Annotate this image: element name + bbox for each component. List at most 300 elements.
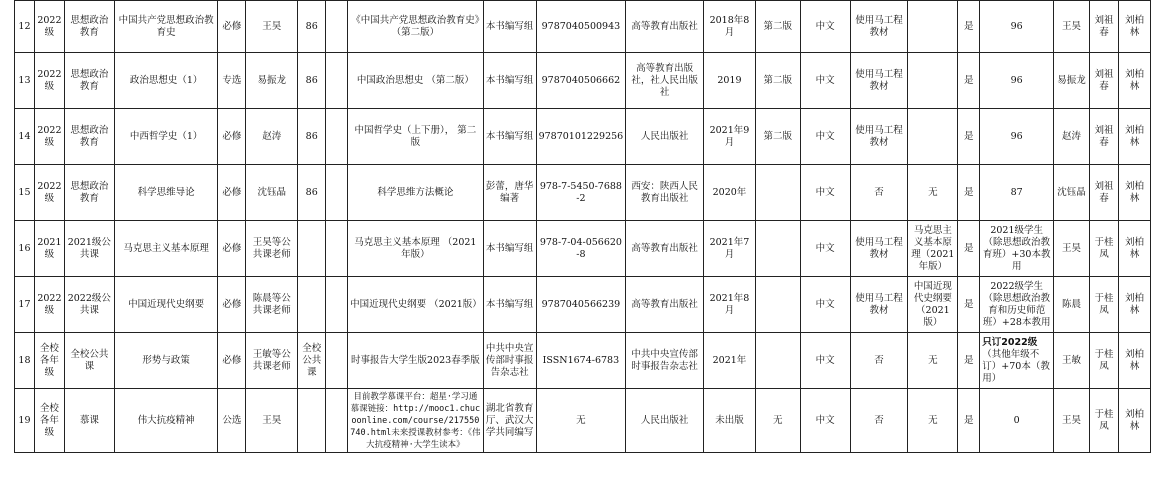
reviewer-cell-text: 于桂凤 (1094, 236, 1114, 260)
edition-cell-text: 第二版 (763, 130, 793, 142)
approver-cell (1118, 221, 1150, 277)
mgc-usage-cell (850, 1, 908, 53)
order-quantity-cell-text: 0 (1013, 414, 1020, 426)
mgc-usage-cell-text: 使用马工程教材 (855, 14, 903, 38)
edition-cell (755, 389, 800, 453)
grade-cell-text: 2022级 (37, 180, 62, 204)
ordered-flag-cell (958, 277, 980, 333)
textbook-order-table (14, 0, 1151, 453)
applicant-cell-text: 赵涛 (1062, 130, 1082, 142)
approver-cell-text: 刘柏林 (1124, 292, 1144, 316)
table-row (15, 221, 1151, 277)
table-row (15, 1, 1151, 53)
ordered-flag-cell (958, 389, 980, 453)
author-cell-text: 本书编写组 (485, 298, 534, 310)
course-name-cell-text: 中西哲学史（1） (129, 130, 203, 142)
isbn-cell-text: ISSN1674-6783 (542, 354, 620, 366)
teacher-cell (246, 389, 298, 453)
textbook-title-cell (348, 109, 484, 165)
author-cell-text: 彭蕾，唐华编著 (485, 180, 534, 204)
ordered-flag-cell (958, 1, 980, 53)
major-cell (64, 333, 114, 389)
author-cell-text: 本书编写组 (485, 242, 534, 254)
grade-cell-text: 2022级 (37, 14, 62, 38)
course-type-cell (218, 389, 246, 453)
publisher-cell (626, 53, 704, 109)
reviewer-cell (1090, 53, 1119, 109)
order-quantity-cell-text: 87 (1010, 186, 1023, 198)
grade-cell (34, 165, 64, 221)
mgc-usage-cell-text: 否 (874, 414, 884, 426)
course-name-cell-text: 政治思想史（1） (129, 74, 203, 86)
reviewer-cell-text: 刘祖春 (1094, 124, 1114, 148)
teacher-cell-text: 王敏等公共课老师 (252, 348, 291, 372)
order-quantity-cell-text: 96 (1010, 20, 1023, 32)
table-row (15, 277, 1151, 333)
ordered-flag-cell-text: 是 (964, 130, 974, 142)
major-cell (64, 277, 114, 333)
publisher-cell-text: 中共中央宣传部时事报告杂志社 (631, 348, 698, 372)
grade-cell-text: 全校各年级 (39, 342, 59, 378)
course-type-cell-text: 必修 (222, 130, 242, 142)
edition-cell (755, 1, 800, 53)
publisher-cell (626, 333, 704, 389)
approver-cell-text: 刘柏林 (1124, 348, 1144, 372)
language-cell-text: 中文 (815, 74, 835, 86)
publisher-cell-text: 人民出版社 (640, 130, 689, 142)
author-cell (483, 389, 536, 453)
textbook-title-cell-text: 时事报告大学生版2023春季版 (351, 354, 480, 366)
publish-date-cell-text: 2021年 (712, 354, 747, 366)
grade-cell (34, 389, 64, 453)
mgc-textbook-cell-text: 无 (928, 414, 938, 426)
course-type-cell-text: 公选 (222, 414, 242, 426)
student-count-cell-text: 全校公共课 (302, 342, 322, 378)
language-cell (800, 53, 850, 109)
isbn-cell (536, 389, 626, 453)
publish-date-cell (704, 389, 756, 453)
author-cell (483, 221, 536, 277)
author-cell-text: 本书编写组 (485, 130, 534, 142)
applicant-cell-text: 陈晨 (1062, 298, 1082, 310)
approver-cell-text: 刘柏林 (1124, 408, 1144, 432)
publisher-cell-text: 人民出版社 (640, 414, 689, 426)
course-type-cell-text: 必修 (222, 186, 242, 198)
publish-date-cell-text: 未出版 (715, 414, 744, 426)
language-cell (800, 165, 850, 221)
table-row (15, 389, 1151, 453)
author-cell (483, 333, 536, 389)
mgc-usage-cell-text: 使用马工程教材 (855, 236, 903, 260)
student-count-cell-text: 86 (305, 130, 318, 142)
approver-cell-text: 刘柏林 (1124, 14, 1144, 38)
major-cell (64, 221, 114, 277)
applicant-cell (1054, 277, 1090, 333)
language-cell (800, 1, 850, 53)
language-cell-text: 中文 (815, 298, 835, 310)
course-name-cell (114, 333, 218, 389)
major-cell (64, 53, 114, 109)
applicant-cell (1054, 1, 1090, 53)
grade-cell (34, 53, 64, 109)
mgc-textbook-cell-text: 无 (928, 354, 938, 366)
reviewer-cell (1090, 389, 1119, 453)
approver-cell (1118, 1, 1150, 53)
author-cell-text: 本书编写组 (485, 20, 534, 32)
language-cell (800, 109, 850, 165)
isbn-cell-text: 9787040500943 (541, 20, 621, 32)
extra-cell (326, 53, 348, 109)
textbook-title-cell-text: 中国近现代史纲要 （2021版） (350, 298, 482, 310)
row-number-cell (15, 389, 35, 453)
extra-cell (326, 165, 348, 221)
teacher-cell (246, 53, 298, 109)
course-type-cell (218, 109, 246, 165)
language-cell-text: 中文 (815, 130, 835, 142)
reviewer-cell-text: 刘祖春 (1094, 14, 1114, 38)
approver-cell (1118, 333, 1150, 389)
order-quantity-cell (980, 1, 1054, 53)
mgc-textbook-cell (908, 1, 958, 53)
mgc-textbook-cell (908, 277, 958, 333)
publish-date-cell (704, 109, 756, 165)
textbook-title-cell (348, 53, 484, 109)
teacher-cell (246, 1, 298, 53)
approver-cell-text: 刘柏林 (1124, 68, 1144, 92)
approver-cell (1118, 389, 1150, 453)
ordered-flag-cell-text: 是 (964, 242, 974, 254)
isbn-cell (536, 277, 626, 333)
isbn-cell (536, 333, 626, 389)
textbook-title-cell (348, 389, 484, 453)
language-cell (800, 221, 850, 277)
mgc-textbook-cell (908, 221, 958, 277)
teacher-cell-text: 王昊 (262, 20, 282, 32)
row-number-cell (15, 221, 35, 277)
applicant-cell (1054, 333, 1090, 389)
row-number-cell (15, 1, 35, 53)
publisher-cell (626, 389, 704, 453)
mgc-textbook-cell-text: 马克思主义基本原理（2021年版） (911, 224, 955, 272)
row-number-cell-text: 18 (18, 354, 31, 366)
major-cell (64, 1, 114, 53)
mgc-textbook-cell (908, 333, 958, 389)
isbn-cell-text: 97870101229256 (538, 130, 624, 142)
order-quantity-cell-text: 96 (1010, 74, 1023, 86)
textbook-title-cell-text: 马克思主义基本原理 （2021年版） (354, 236, 477, 260)
course-type-cell (218, 53, 246, 109)
mgc-textbook-cell-text: 无 (928, 186, 938, 198)
approver-cell (1118, 53, 1150, 109)
textbook-title-cell (348, 277, 484, 333)
edition-cell (755, 53, 800, 109)
table-row (15, 109, 1151, 165)
publisher-cell (626, 277, 704, 333)
extra-cell (326, 221, 348, 277)
ordered-flag-cell (958, 165, 980, 221)
teacher-cell-text: 易振龙 (257, 74, 287, 86)
language-cell-text: 中文 (815, 414, 835, 426)
row-number-cell (15, 333, 35, 389)
reviewer-cell (1090, 1, 1119, 53)
publish-date-cell (704, 165, 756, 221)
publisher-cell-text: 西安：陕西人民教育出版社 (631, 180, 698, 204)
course-type-cell-text: 必修 (222, 298, 242, 310)
grade-cell (34, 277, 64, 333)
extra-cell (326, 277, 348, 333)
mgc-textbook-cell (908, 53, 958, 109)
teacher-cell-text: 赵涛 (262, 130, 282, 142)
ordered-flag-cell-text: 是 (964, 414, 974, 426)
isbn-cell (536, 165, 626, 221)
approver-cell-text: 刘柏林 (1124, 180, 1144, 204)
major-cell (64, 109, 114, 165)
publisher-cell-text: 高等教育出版社，社人民出版社 (631, 62, 698, 98)
edition-cell (755, 165, 800, 221)
isbn-cell-text: 9787040506662 (541, 74, 621, 86)
applicant-cell (1054, 389, 1090, 453)
reviewer-cell (1090, 221, 1119, 277)
language-cell-text: 中文 (815, 186, 835, 198)
textbook-title-cell-text: 目前教学慕课平台：超星·学习通慕课链接：http://mooc1.chucoonline.com/course/217550740.html未来授课教材参考：《伟大抗疫精神·大学生读本》 (350, 391, 481, 450)
edition-cell (755, 277, 800, 333)
publish-date-cell (704, 277, 756, 333)
applicant-cell (1054, 53, 1090, 109)
author-cell (483, 165, 536, 221)
grade-cell (34, 333, 64, 389)
publish-date-cell (704, 53, 756, 109)
extra-cell (326, 109, 348, 165)
publish-date-cell-text: 2019 (717, 74, 742, 86)
row-number-cell-text: 14 (18, 130, 31, 142)
course-name-cell (114, 165, 218, 221)
isbn-cell (536, 109, 626, 165)
student-count-cell (298, 221, 326, 277)
row-number-cell-text: 12 (18, 20, 31, 32)
teacher-cell (246, 333, 298, 389)
publisher-cell (626, 221, 704, 277)
mgc-usage-cell (850, 53, 908, 109)
student-count-cell-text: 86 (305, 186, 318, 198)
teacher-cell (246, 165, 298, 221)
applicant-cell-text: 王敏 (1062, 354, 1082, 366)
applicant-cell-text: 王昊 (1062, 20, 1082, 32)
course-name-cell (114, 221, 218, 277)
language-cell (800, 277, 850, 333)
isbn-cell (536, 221, 626, 277)
mgc-usage-cell (850, 333, 908, 389)
publisher-cell-text: 高等教育出版社 (631, 242, 698, 254)
author-cell-text: 中共中央宣传部时事报告杂志社 (485, 342, 534, 378)
reviewer-cell-text: 于桂凤 (1094, 348, 1114, 372)
textbook-title-cell (348, 165, 484, 221)
language-cell-text: 中文 (815, 20, 835, 32)
applicant-cell (1054, 109, 1090, 165)
course-type-cell-text: 必修 (222, 20, 242, 32)
reviewer-cell-text: 于桂凤 (1094, 292, 1114, 316)
reviewer-cell (1090, 109, 1119, 165)
grade-cell-text: 2022级 (37, 124, 62, 148)
mgc-usage-cell-text: 使用马工程教材 (855, 124, 903, 148)
course-name-cell (114, 389, 218, 453)
student-count-cell (298, 165, 326, 221)
publish-date-cell-text: 2020年 (712, 186, 747, 198)
publish-date-cell (704, 221, 756, 277)
grade-cell (34, 221, 64, 277)
mgc-usage-cell-text: 使用马工程教材 (855, 68, 903, 92)
major-cell (64, 165, 114, 221)
ordered-flag-cell (958, 333, 980, 389)
textbook-title-cell-text: 中国政治思想史 （第二版） (356, 74, 474, 86)
edition-cell-text: 第二版 (763, 74, 793, 86)
student-count-cell (298, 389, 326, 453)
extra-cell (326, 389, 348, 453)
approver-cell (1118, 165, 1150, 221)
course-name-cell-text: 马克思主义基本原理 (123, 242, 209, 254)
major-cell-text: 思想政治教育 (70, 68, 109, 92)
author-cell (483, 53, 536, 109)
textbook-title-cell-text: 中国哲学史（上下册）， 第二版 (354, 124, 477, 148)
author-cell (483, 277, 536, 333)
ordered-flag-cell-text: 是 (964, 298, 974, 310)
grade-cell (34, 1, 64, 53)
major-cell-text: 思想政治教育 (70, 14, 109, 38)
mgc-usage-cell (850, 389, 908, 453)
mgc-textbook-cell-text: 中国近现代史纲要（2021版） (913, 280, 952, 328)
course-type-cell (218, 333, 246, 389)
isbn-cell (536, 53, 626, 109)
order-quantity-cell (980, 277, 1054, 333)
major-cell-text: 2022级公共课 (67, 292, 111, 316)
textbook-title-cell (348, 221, 484, 277)
ordered-flag-cell (958, 109, 980, 165)
order-quantity-cell-text: （其他年级不订）+70本（教用） (982, 348, 1050, 384)
course-type-cell (218, 277, 246, 333)
grade-cell (34, 109, 64, 165)
applicant-cell-text: 王昊 (1062, 242, 1082, 254)
language-cell (800, 333, 850, 389)
author-cell-text: 湖北省教育厅、武汉大学共同编写 (485, 402, 534, 438)
ordered-flag-cell-text: 是 (964, 74, 974, 86)
course-name-cell (114, 53, 218, 109)
course-type-cell-text: 必修 (222, 354, 242, 366)
student-count-cell (298, 53, 326, 109)
extra-cell (326, 333, 348, 389)
course-type-cell-text: 必修 (222, 242, 242, 254)
isbn-cell-text: 978-7-04-056620-8 (539, 236, 622, 260)
teacher-cell-text: 王昊等公共课老师 (252, 236, 291, 260)
mgc-usage-cell (850, 277, 908, 333)
author-cell (483, 109, 536, 165)
reviewer-cell (1090, 165, 1119, 221)
author-cell-text: 本书编写组 (485, 74, 534, 86)
publish-date-cell (704, 333, 756, 389)
reviewer-cell-text: 于桂凤 (1094, 408, 1114, 432)
mgc-usage-cell (850, 165, 908, 221)
grade-cell-text: 全校各年级 (39, 402, 59, 438)
publish-date-cell (704, 1, 756, 53)
order-highlight: 只订2022级 (982, 336, 1038, 348)
row-number-cell-text: 16 (18, 242, 31, 254)
edition-cell (755, 221, 800, 277)
applicant-cell-text: 王昊 (1062, 414, 1082, 426)
course-type-cell (218, 221, 246, 277)
mgc-usage-cell (850, 221, 908, 277)
row-number-cell (15, 109, 35, 165)
student-count-cell-text: 86 (305, 74, 318, 86)
order-quantity-cell (980, 221, 1054, 277)
major-cell-text: 思想政治教育 (70, 124, 109, 148)
isbn-cell-text: 9787040566239 (541, 298, 621, 310)
language-cell-text: 中文 (815, 242, 835, 254)
row-number-cell-text: 15 (18, 186, 31, 198)
ordered-flag-cell-text: 是 (964, 20, 974, 32)
mgc-textbook-cell (908, 165, 958, 221)
teacher-cell (246, 109, 298, 165)
order-quantity-cell-text: 2021级学生（除思想政治教育班）+30本教用 (982, 224, 1051, 272)
mgc-usage-cell-text: 使用马工程教材 (855, 292, 903, 316)
edition-cell-text: 第二版 (763, 20, 793, 32)
author-cell (483, 1, 536, 53)
course-name-cell (114, 277, 218, 333)
applicant-cell-text: 易振龙 (1057, 74, 1086, 86)
student-count-cell (298, 1, 326, 53)
student-count-cell (298, 109, 326, 165)
course-type-cell-text: 专选 (222, 74, 242, 86)
teacher-cell-text: 王昊 (262, 414, 282, 426)
extra-cell (326, 1, 348, 53)
table-row (15, 165, 1151, 221)
textbook-title-cell-text: 科学思维方法概论 (377, 186, 454, 198)
approver-cell (1118, 109, 1150, 165)
grade-cell-text: 2021级 (37, 236, 62, 260)
edition-cell (755, 109, 800, 165)
major-cell-text: 2021级公共课 (67, 236, 111, 260)
course-name-cell (114, 1, 218, 53)
grade-cell-text: 2022级 (37, 68, 62, 92)
teacher-cell-text: 沈钰晶 (257, 186, 287, 198)
ordered-flag-cell-text: 是 (964, 186, 974, 198)
reviewer-cell-text: 刘祖春 (1094, 68, 1114, 92)
table-row (15, 333, 1151, 389)
applicant-cell-text: 沈钰晶 (1057, 186, 1086, 198)
language-cell-text: 中文 (815, 354, 835, 366)
textbook-title-cell (348, 1, 484, 53)
order-quantity-cell (980, 165, 1054, 221)
course-name-cell-text: 形势与政策 (142, 354, 190, 366)
order-quantity-cell-text: 2022级学生（除思想政治教育和历史师范班）+28本教用 (982, 280, 1051, 328)
ordered-flag-cell-text: 是 (964, 354, 974, 366)
reviewer-cell (1090, 333, 1119, 389)
mgc-usage-cell-text: 否 (874, 186, 884, 198)
course-type-cell (218, 165, 246, 221)
course-name-cell (114, 109, 218, 165)
publisher-cell (626, 165, 704, 221)
order-quantity-cell (980, 53, 1054, 109)
course-name-cell-text: 伟大抗疫精神 (137, 414, 195, 426)
publish-date-cell-text: 2021年7月 (709, 236, 750, 260)
student-count-cell-text: 86 (305, 20, 318, 32)
student-count-cell (298, 277, 326, 333)
major-cell-text: 全校公共课 (70, 348, 109, 372)
applicant-cell (1054, 165, 1090, 221)
textbook-title-cell-text: 《中国共产党思想政治教育史》（第二版） (351, 14, 480, 38)
edition-cell-text: 无 (773, 414, 783, 426)
mgc-textbook-cell (908, 389, 958, 453)
teacher-cell (246, 277, 298, 333)
approver-cell-text: 刘柏林 (1124, 236, 1144, 260)
applicant-cell (1054, 221, 1090, 277)
